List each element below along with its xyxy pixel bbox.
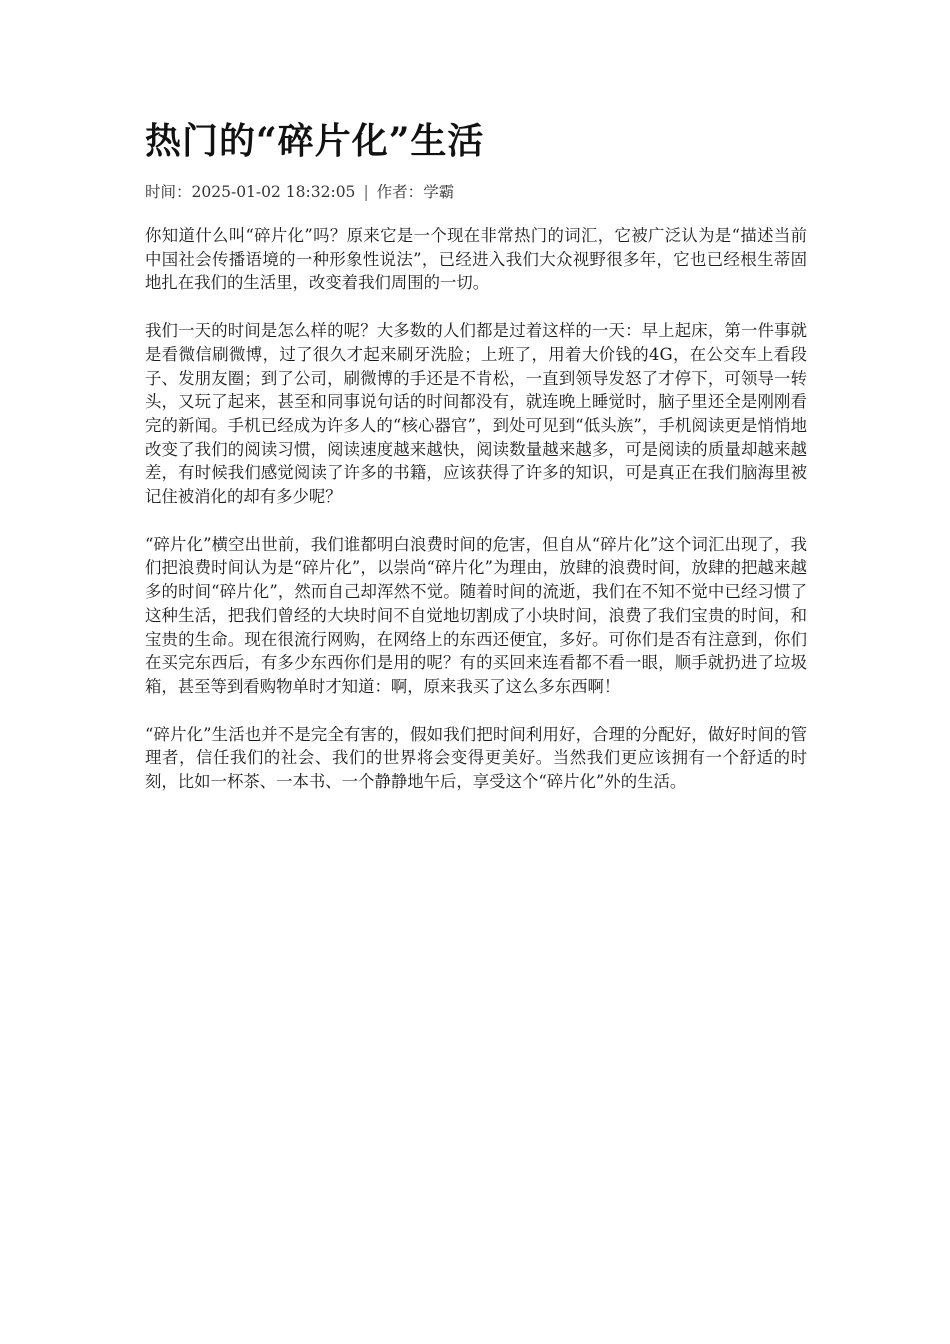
- article-title: 热门的“碎片化”生活: [145, 120, 485, 162]
- article-paragraph-1: 你知道什么叫“碎片化”吗？原来它是一个现在非常热门的词汇，它被广泛认为是“描述当前中国社会传播语境的一种形象性说法”，已经进入我们大众视野很多年，它也已经根生蒂固地扎在我们的生活里，改变着我们周围的一切。: [145, 226, 807, 293]
- author-label: 作者：: [376, 183, 424, 201]
- article-paragraph-3: “碎片化”横空出世前，我们谁都明白浪费时间的危害，但自从“碎片化”这个词汇出现了，我们把浪费时间认为是“碎片化”，以崇尚“碎片化”为理由，放肆的浪费时间，放肆的把越来越多的时间“碎片化”，然而自己却浑然不觉。随着时间的流逝，我们在不知不觉中已经习惯了这种生活，把我们曾经的大块时间不自觉地切割成了小块时间，浪费了我们宝贵的时间，和宝贵的生命。现在很流行网购，在网络上的东西还便宜，多好。可你们是否有注意到，你们在买完东西后，有多少东西你们是用的呢？有的买回来连看都不看一眼，顺手就扔进了垃圾箱，甚至等到看购物单时才知道：啊，原来我买了这么多东西啊！: [145, 534, 807, 696]
- time-label: 时间：: [145, 183, 192, 201]
- article-page: [145, 118, 807, 818]
- article-meta: [145, 182, 807, 202]
- publish-time: 2025-01-02 18:32:05: [191, 183, 356, 201]
- author-name: 学霸: [423, 183, 455, 201]
- article-paragraph-2: 我们一天的时间是怎么样的呢？大多数的人们都是过着这样的一天：早上起床，第一件事就是看微信刷微博，过了很久才起来刷牙洗脸；上班了，用着大价钱的4G，在公交车上看段子、发朋友圈；到了公司，刷微博的手还是不肯松，一直到领导发怒了才停下，可领导一转头，又玩了起来，甚至和同事说句话的时间都没有，就连晚上睡觉时，脑子里还全是刚刚看完的新闻。手机已经成为许多人的“核心器官”，到处可见到“低头族”，手机阅读更是悄悄地改变了我们的阅读习惯，阅读速度越来越快，阅读数量越来越多，可是阅读的质量却越来越差，有时候我们感觉阅读了许多的书籍，应该获得了许多的知识，可是真正在我们脑海里被记住被消化的却有多少呢？: [145, 321, 807, 507]
- article-paragraph-4: “碎片化”生活也并不是完全有害的，假如我们把时间利用好，合理的分配好，做好时间的管理者，信任我们的社会、我们的世界将会变得更美好。当然我们更应该拥有一个舒适的时刻，比如一杯茶、一本书、一个静静地午后，享受这个“碎片化”外的生活。: [145, 724, 807, 792]
- meta-separator: |: [363, 183, 369, 201]
- article-body: [145, 224, 807, 794]
